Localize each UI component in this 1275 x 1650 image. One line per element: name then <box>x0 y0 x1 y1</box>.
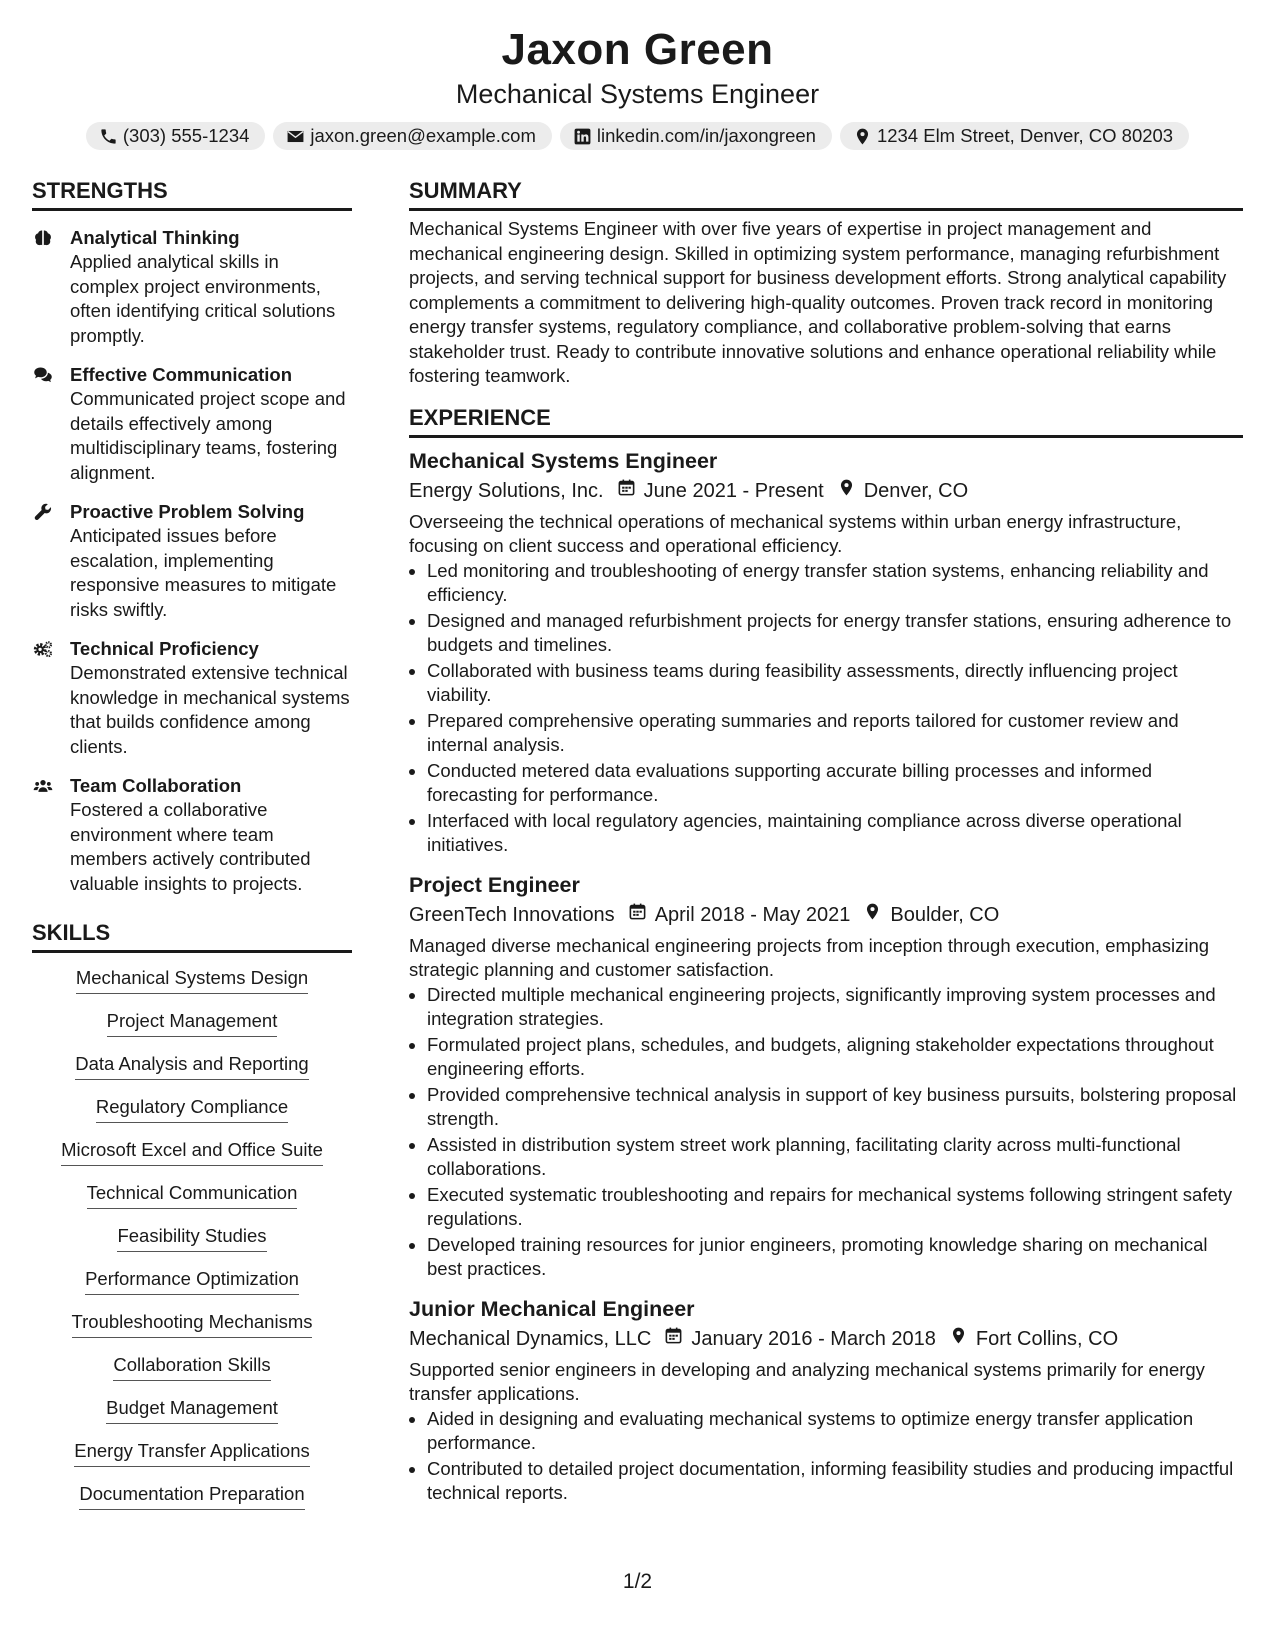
job-bullets <box>409 983 1243 1282</box>
skill-item: Collaboration Skills <box>113 1352 270 1381</box>
bullet-item: • Executed systematic troubleshooting and repairs for mechanical systems following stringent safety regulations. <box>427 1183 1243 1232</box>
job-meta <box>409 900 1243 930</box>
experience-heading: EXPERIENCE <box>409 403 1243 438</box>
skill-item: Regulatory Compliance <box>96 1094 288 1123</box>
job-location: Boulder, CO <box>890 903 1000 926</box>
bullet-item: • Designed and managed refurbishment projects for energy transfer stations, ensuring adherence to budgets and timelines. <box>427 609 1243 658</box>
skill-item: Troubleshooting Mechanisms <box>72 1309 313 1338</box>
job-entry <box>409 446 1243 858</box>
chat-bubbles-icon <box>32 362 70 485</box>
job-meta <box>409 1324 1243 1354</box>
skills-list <box>32 965 352 1524</box>
contact-address[interactable] <box>840 122 1189 150</box>
bullet-item: • Conducted metered data evaluations supporting accurate billing processes and informed forecasting for performance. <box>427 759 1243 808</box>
job-title: Project Engineer <box>409 872 580 897</box>
bullet-item: • Led monitoring and troubleshooting of energy transfer station systems, enhancing reliability and efficiency. <box>427 559 1243 608</box>
company-name: Energy Solutions, Inc. <box>409 479 604 502</box>
bullet-item: • Contributed to detailed project documentation, informing feasibility studies and producing impactful technical reports. <box>427 1457 1243 1506</box>
bullet-item: • Developed training resources for junior engineers, promoting knowledge sharing on mechanical best practices. <box>427 1233 1243 1282</box>
strength-item <box>32 225 352 348</box>
skill-item: Microsoft Excel and Office Suite <box>61 1137 323 1166</box>
company-name: Mechanical Dynamics, LLC <box>409 1327 652 1350</box>
job-title: Mechanical Systems Engineer <box>409 448 718 473</box>
job-dates: June 2021 - Present <box>643 479 824 502</box>
skill-item: Data Analysis and Reporting <box>75 1051 308 1080</box>
candidate-name: Jaxon Green <box>501 25 774 74</box>
skill-item: Project Management <box>107 1008 278 1037</box>
users-icon <box>32 773 70 896</box>
strength-desc: Fostered a collaborative environment where team members actively contributed valuable insights to projects. <box>70 799 311 894</box>
calendar-icon <box>651 1324 691 1354</box>
strength-desc: Applied analytical skills in complex project environments, often identifying critical solutions promptly. <box>70 251 336 346</box>
summary-heading: SUMMARY <box>409 176 1243 211</box>
contact-bar <box>0 122 1275 150</box>
bullet-item: • Aided in designing and evaluating mechanical systems to optimize energy transfer application performance. <box>427 1407 1243 1456</box>
skill-item: Feasibility Studies <box>117 1223 266 1252</box>
contact-linkedin[interactable] <box>560 122 832 150</box>
gears-icon <box>32 636 70 759</box>
strength-item <box>32 636 352 759</box>
map-pin-icon <box>824 476 864 506</box>
strength-title: Proactive Problem Solving <box>70 501 305 522</box>
job-dates: April 2018 - May 2021 <box>654 903 851 926</box>
strength-item <box>32 499 352 622</box>
bullet-item: • Provided comprehensive technical analysis in support of key business pursuits, bolstering proposal strength. <box>427 1083 1243 1132</box>
skill-item: Documentation Preparation <box>79 1481 304 1510</box>
strength-title: Team Collaboration <box>70 775 242 796</box>
resume-header <box>0 0 1275 150</box>
job-location: Denver, CO <box>863 479 969 502</box>
address-text: 1234 Elm Street, Denver, CO 80203 <box>876 125 1174 146</box>
company-name: GreenTech Innovations <box>409 903 615 926</box>
email-text: jaxon.green@example.com <box>310 125 536 146</box>
phone-icon <box>99 127 118 146</box>
job-description: Managed diverse mechanical engineering projects from inception through execution, emphasizing strategic planning and customer satisfaction. <box>409 934 1210 980</box>
job-dates: January 2016 - March 2018 <box>691 1327 936 1350</box>
bullet-item: • Collaborated with business teams during feasibility assessments, directly influencing project viability. <box>427 659 1243 708</box>
strength-item <box>32 362 352 485</box>
page-number: 1/2 <box>622 1570 653 1593</box>
phone-text: (303) 555-1234 <box>122 125 250 146</box>
contact-phone[interactable] <box>86 122 266 150</box>
job-entry <box>409 870 1243 1282</box>
skill-item: Mechanical Systems Design <box>76 965 308 994</box>
skill-item: Technical Communication <box>87 1180 298 1209</box>
skill-item: Budget Management <box>106 1395 278 1424</box>
wrench-icon <box>32 499 70 622</box>
left-column <box>32 176 352 1524</box>
strength-title: Technical Proficiency <box>70 638 259 659</box>
job-bullets <box>409 1407 1243 1506</box>
summary-text: Mechanical Systems Engineer with over five years of expertise in project management and mechanical engineering design. Skilled in optimizing system performance, managing refurbishment projects, and serving technical support for business development efforts. Strong analytical capability complements a commitment to delivering high-quality outcomes. Proven track record in monitoring energy transfer systems, regulatory compliance, and collaborative problem-solving that earns stakeholder trust. Ready to contribute innovative solutions and enhance operational reliability while fostering teamwork. <box>409 218 1227 386</box>
skills-heading: SKILLS <box>32 918 352 953</box>
strengths-heading: STRENGTHS <box>32 176 352 211</box>
bullet-item: • Assisted in distribution system street work planning, facilitating clarity across multi-functional collaborations. <box>427 1133 1243 1182</box>
calendar-icon <box>615 900 655 930</box>
strength-title: Effective Communication <box>70 364 293 385</box>
job-description: Supported senior engineers in developing and analyzing mechanical systems primarily for energy transfer applications. <box>409 1358 1205 1404</box>
bullet-item: • Interfaced with local regulatory agencies, maintaining compliance across diverse operational initiatives. <box>427 809 1243 858</box>
envelope-icon <box>286 127 305 146</box>
bullet-item: • Directed multiple mechanical engineering projects, significantly improving system processes and integration strategies. <box>427 983 1243 1032</box>
job-meta <box>409 476 1243 506</box>
job-location: Fort Collins, CO <box>975 1327 1119 1350</box>
strength-desc: Demonstrated extensive technical knowledge in mechanical systems that builds confidence among clients. <box>70 662 350 757</box>
bullet-item: • Formulated project plans, schedules, and budgets, aligning stakeholder expectations throughout engineering efforts. <box>427 1033 1243 1082</box>
job-bullets <box>409 559 1243 858</box>
job-entry <box>409 1294 1243 1506</box>
map-pin-icon <box>936 1324 976 1354</box>
skill-item: Energy Transfer Applications <box>74 1438 310 1467</box>
skill-item: Performance Optimization <box>85 1266 299 1295</box>
right-column <box>409 176 1243 1507</box>
map-pin-icon <box>853 127 872 146</box>
candidate-title: Mechanical Systems Engineer <box>455 79 820 109</box>
calendar-icon <box>604 476 644 506</box>
strength-title: Analytical Thinking <box>70 227 240 248</box>
linkedin-icon <box>573 127 592 146</box>
job-description: Overseeing the technical operations of mechanical systems within urban energy infrastructure, focusing on client success and operational efficiency. <box>409 510 1182 556</box>
contact-email[interactable] <box>273 122 551 150</box>
brain-icon <box>32 225 70 348</box>
job-title: Junior Mechanical Engineer <box>409 1296 695 1321</box>
linkedin-text: linkedin.com/in/jaxongreen <box>596 125 816 146</box>
strength-desc: Anticipated issues before escalation, implementing responsive measures to mitigate risks swiftly. <box>70 525 337 620</box>
strength-item <box>32 773 352 896</box>
map-pin-icon <box>850 900 890 930</box>
strength-desc: Communicated project scope and details effectively among multidisciplinary teams, fostering alignment. <box>70 388 346 483</box>
bullet-item: • Prepared comprehensive operating summaries and reports tailored for customer review and internal analysis. <box>427 709 1243 758</box>
